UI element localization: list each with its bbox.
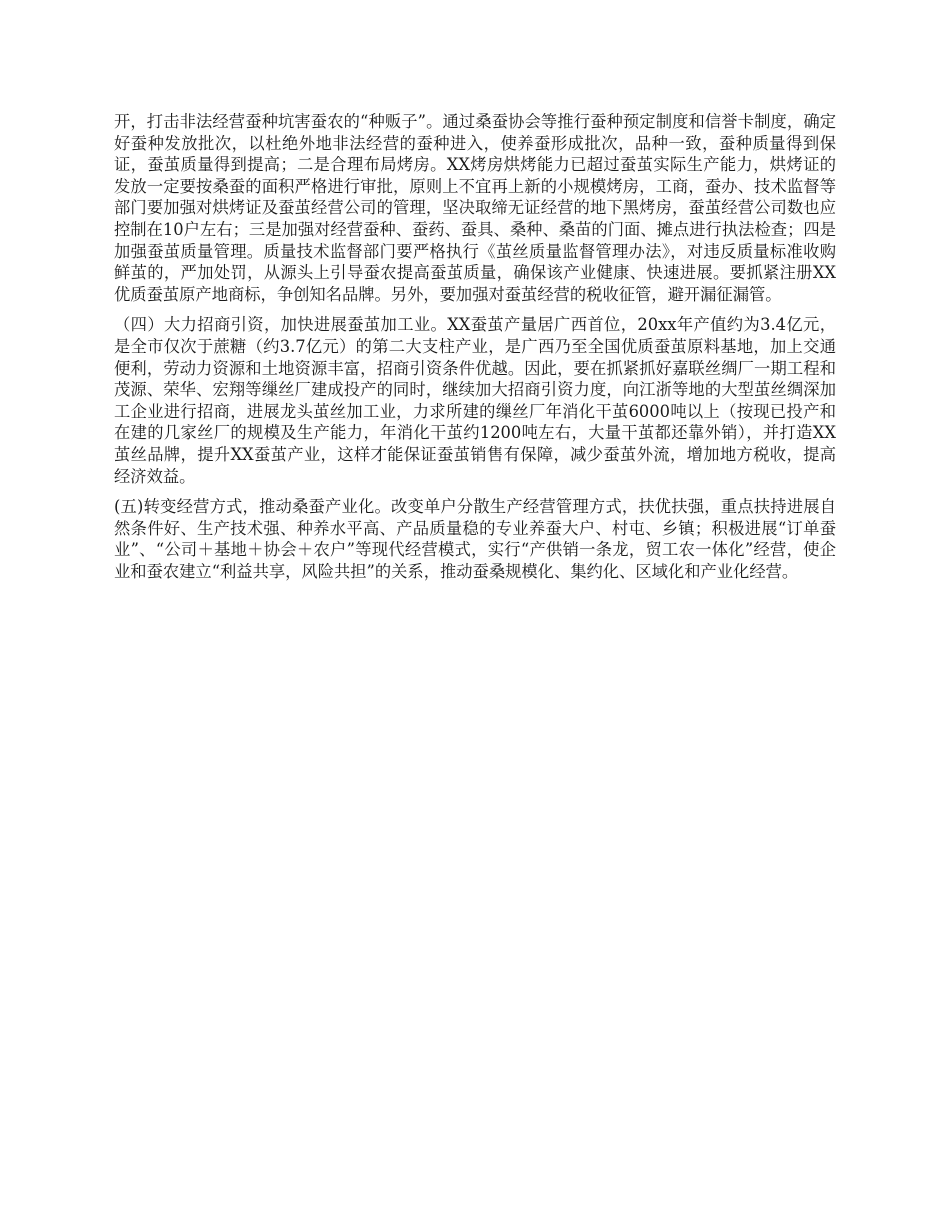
paragraph-business-model: (五)转变经营方式，推动桑蚕产业化。改变单户分散生产经营管理方式，扶优扶强，重点扶持进展自然条件好、生产技术强、种养水平高、产品质量稳的专业养蚕大户、村屯、乡镇；积极进展“订单蚕业”、“公司＋基地＋协会＋农户”等现代经营模式，实行“产供销一条龙，贸工农一体化”经营，使企业和蚕农建立“利益共享，风险共担”的关系，推动蚕桑规模化、集约化、区域化和产业化经营。 <box>114 497 836 581</box>
paragraph-investment-processing: （四）大力招商引资，加快进展蚕茧加工业。XX蚕茧产量居广西首位，20xx年产值约为3.4亿元，是全市仅次于蔗糖（约3.7亿元）的第二大支柱产业，是广西乃至全国优质蚕茧原料基地，加上交通便利，劳动力资源和土地资源丰富，招商引资条件优越。因此，要在抓紧抓好嘉联丝绸厂一期工程和茂源、荣华、宏翔等缫丝厂建成投产的同时，继续加大招商引资力度，向江浙等地的大型茧丝绸深加工企业进行招商，进展龙头茧丝加工业，力求所建的缫丝厂年消化干茧6000吨以上（按现已投产和在建的几家丝厂的规模及生产能力，年消化干茧约1200吨左右，大量干茧都还靠外销），并打造XX茧丝品牌，提升XX蚕茧产业，这样才能保证蚕茧销售有保障，减少蚕茧外流，增加地方税收，提高经济效益。 <box>114 315 836 486</box>
document-body <box>114 111 836 591</box>
paragraph-silkworm-management: 开，打击非法经营蚕种坑害蚕农的“种贩子”。通过桑蚕协会等推行蚕种预定制度和信誉卡制度，确定好蚕种发放批次，以杜绝外地非法经营的蚕种进入，使养蚕形成批次，品种一致，蚕种质量得到保证，蚕茧质量得到提高；二是合理布局烤房。XX烤房烘烤能力已超过蚕茧实际生产能力，烘烤证的发放一定要按桑蚕的面积严格进行审批，原则上不宜再上新的小规模烤房，工商，蚕办、技术监督等部门要加强对烘烤证及蚕茧经营公司的管理，坚决取缔无证经营的地下黑烤房，蚕茧经营公司数也应控制在10户左右；三是加强对经营蚕种、蚕药、蚕具、桑种、桑苗的门面、摊点进行执法检查；四是加强蚕茧质量管理。质量技术监督部门要严格执行《茧丝质量监督管理办法》，对违反质量标准收购鲜茧的，严加处罚，从源头上引导蚕农提高蚕茧质量，确保该产业健康、快速进展。要抓紧注册XX优质蚕茧原产地商标，争创知名品牌。另外，要加强对蚕茧经营的税收征管，避开漏征漏管。 <box>114 112 836 304</box>
